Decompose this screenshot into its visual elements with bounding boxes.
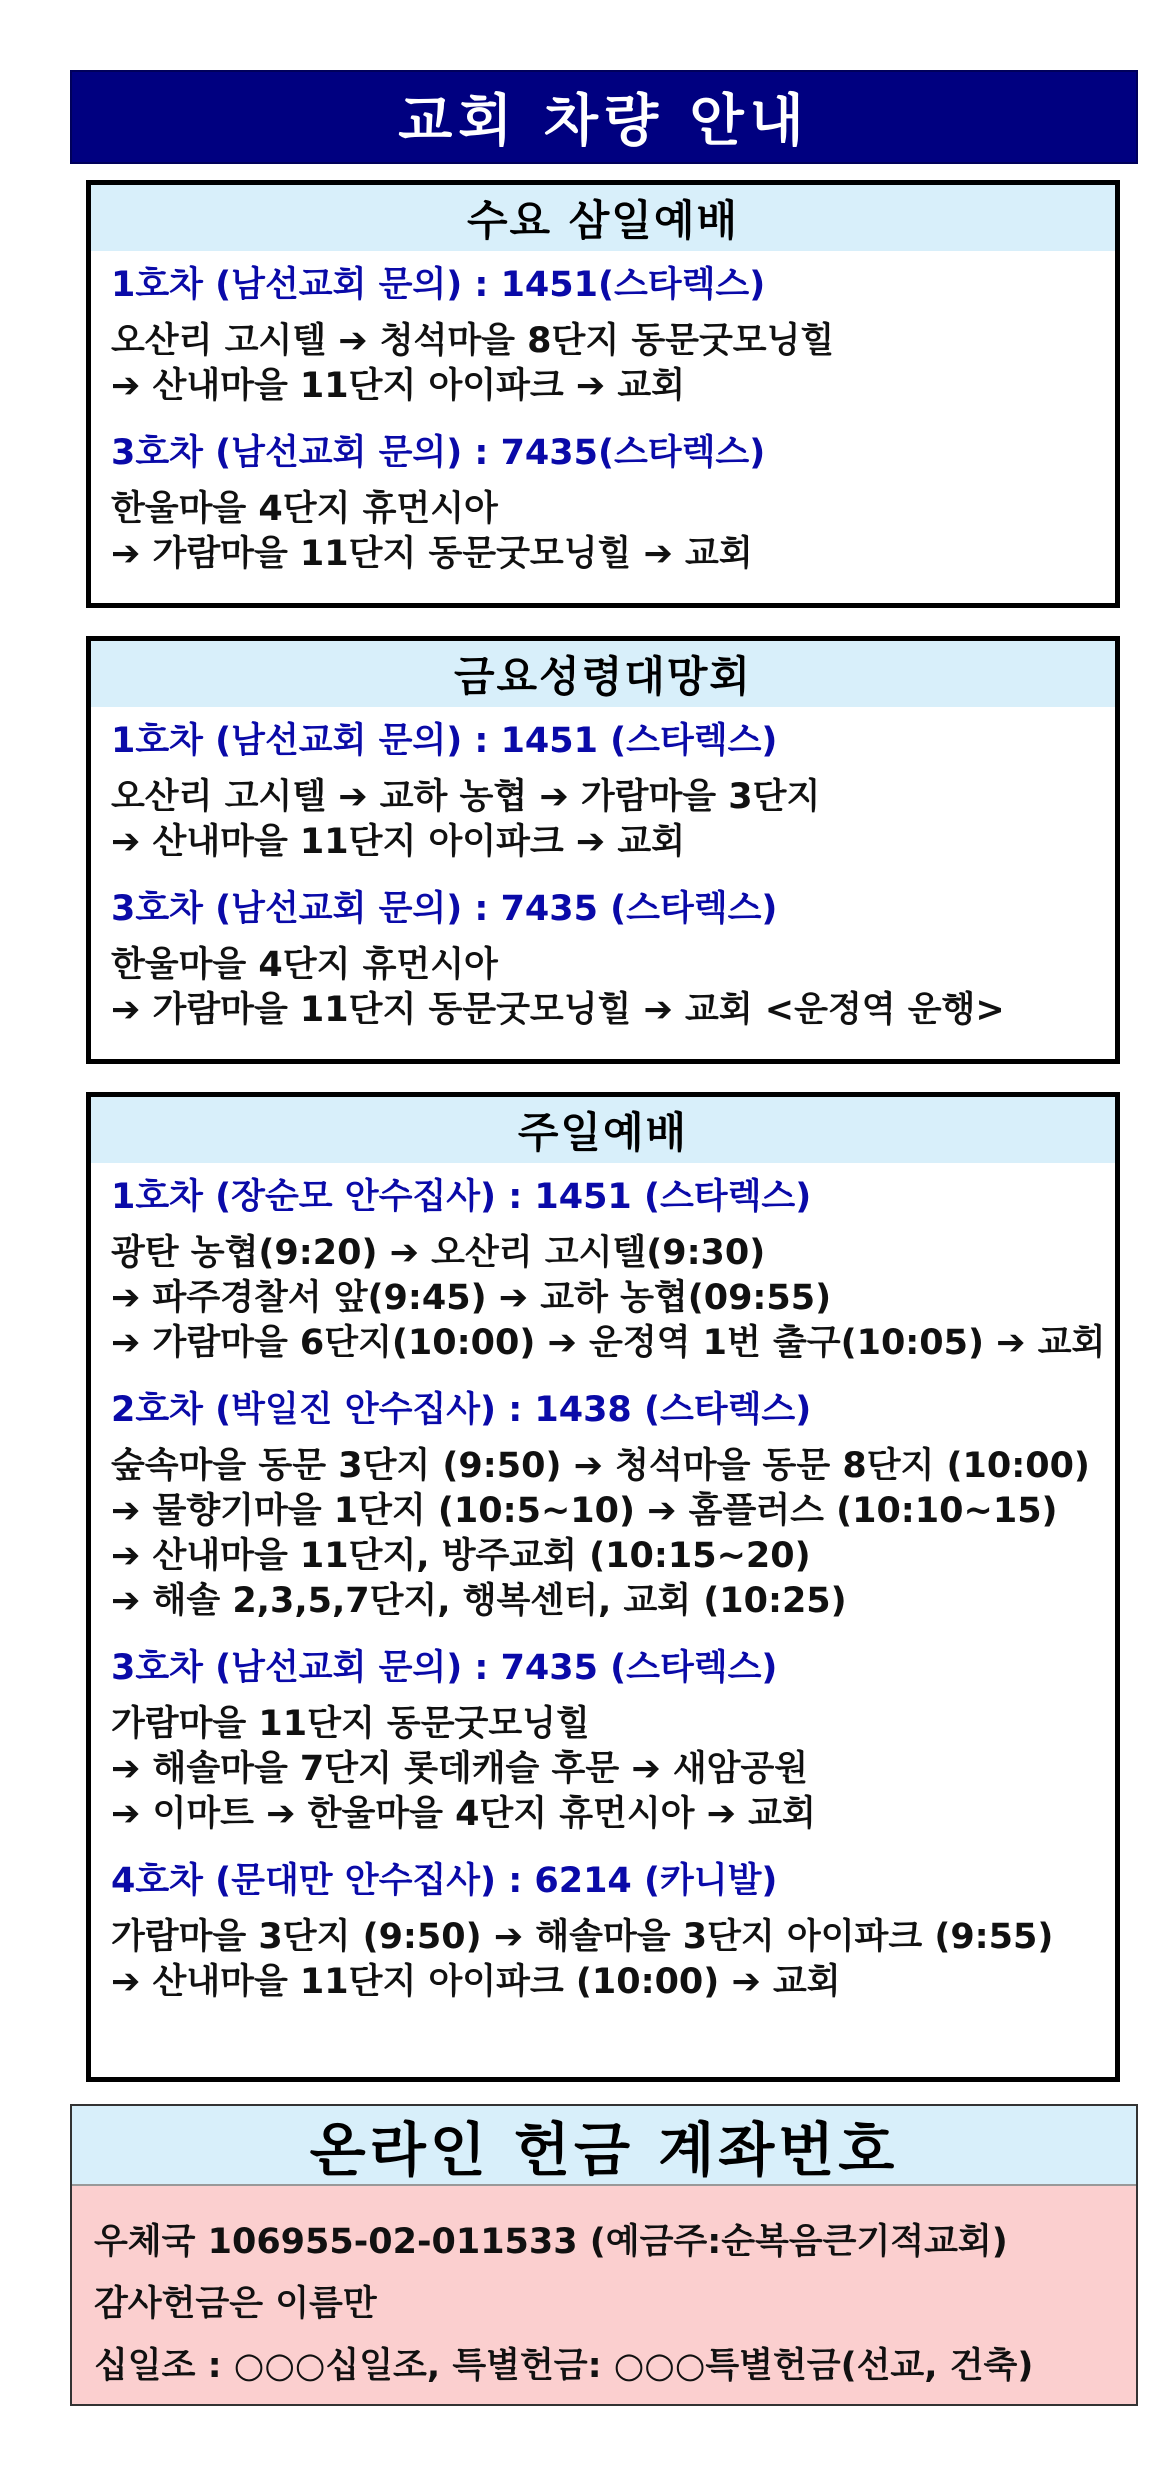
route-stop-line: 한울마을 4단지 휴먼시아 [111,489,498,529]
bank-account-line: 우체국 106955-02-011533 (예금주:순복음큰기적교회) [94,2222,1008,2262]
route-stop-line: ➔ 해솔마을 7단지 롯데캐슬 후문 ➔ 새암공원 [111,1749,809,1789]
route-stop-line: 한울마을 4단지 휴먼시아 [111,945,498,985]
vehicle-title: 3호차 (남선교회 문의) : 7435 (스타렉스) [111,889,778,929]
vehicle-title: 1호차 (장순모 안수집사) : 1451 (스타렉스) [111,1177,812,1217]
route-stop-line: ➔ 해솔 2,3,5,7단지, 행복센터, 교회 (10:25) [111,1581,847,1621]
page-title: 교회 차량 안내 [398,89,810,154]
route-stop-line: ➔ 가람마을 11단지 동문굿모닝힐 ➔ 교회 [111,534,753,574]
vehicle-title: 1호차 (남선교회 문의) : 1451 (스타렉스) [111,721,778,761]
route-line [111,487,1095,577]
vehicle-entry [111,259,1095,409]
route-stop-line: ➔ 가람마을 6단지(10:00) ➔ 운정역 1번 출구(10:05) ➔ 교회 [111,1323,1106,1363]
route-line [111,775,1095,865]
route-stop-line: 오산리 고시텔 ➔ 청석마을 8단지 동문굿모닝힐 [111,321,835,361]
route-line [111,943,1095,1033]
section-title: 금요성령대망회 [91,641,1115,707]
section-wednesday-service [86,180,1120,608]
vehicle-entry [111,883,1095,1033]
route-stop-line: 숲속마을 동문 3단지 (9:50) ➔ 청석마을 동문 8단지 (10:00) [111,1446,1090,1486]
route-stop-line: 가람마을 11단지 동문굿모닝힐 [111,1704,590,1744]
route-stop-line: 오산리 고시텔 ➔ 교하 농협 ➔ 가람마을 3단지 [111,777,821,817]
thanks-offering-line: 감사헌금은 이름만 [94,2284,377,2324]
route-line [111,1231,1106,1366]
vehicle-entry [111,715,1095,865]
vehicle-entry [111,1171,1106,1366]
section-sunday-service [86,1092,1120,2082]
online-offering-account-box [70,2104,1138,2406]
vehicle-title: 2호차 (박일진 안수집사) : 1438 (스타렉스) [111,1390,812,1430]
route-line [111,1702,1095,1837]
route-stop-line: ➔ 산내마을 11단지 아이파크 ➔ 교회 [111,822,686,862]
vehicle-title: 4호차 (문대만 안수집사) : 6214 (카니발) [111,1861,778,1901]
section-title: 수요 삼일예배 [91,185,1115,251]
account-title: 온라인 헌금 계좌번호 [72,2106,1136,2186]
route-stop-line: ➔ 가람마을 11단지 동문굿모닝힐 ➔ 교회 <운정역 운행> [111,990,1005,1030]
route-stop-line: ➔ 이마트 ➔ 한울마을 4단지 휴먼시아 ➔ 교회 [111,1794,816,1834]
vehicle-entry [111,427,1095,577]
route-line [111,1915,1095,2005]
vehicle-title: 3호차 (남선교회 문의) : 7435 (스타렉스) [111,1648,778,1688]
route-stop-line: ➔ 물향기마을 1단지 (10:5~10) ➔ 홈플러스 (10:10~15) [111,1491,1058,1531]
vehicle-title: 3호차 (남선교회 문의) : 7435(스타렉스) [111,433,766,473]
route-stop-line: ➔ 파주경찰서 앞(9:45) ➔ 교하 농협(09:55) [111,1278,832,1318]
vehicle-entry [111,1384,1095,1624]
route-stop-line: 광탄 농협(9:20) ➔ 오산리 고시텔(9:30) [111,1233,766,1273]
route-stop-line: 가람마을 3단지 (9:50) ➔ 해솔마을 3단지 아이파크 (9:55) [111,1917,1054,1957]
vehicle-entry [111,1855,1095,2005]
section-title: 주일예배 [91,1097,1115,1163]
vehicle-entry [111,1642,1095,1837]
tithe-line: 십일조 : ○○○십일조, 특별헌금: ○○○특별헌금(선교, 건축) [94,2346,1034,2386]
route-line [111,319,1095,409]
section-friday-service [86,636,1120,1064]
page-title-banner [70,70,1138,164]
route-stop-line: ➔ 산내마을 11단지 아이파크 ➔ 교회 [111,366,686,406]
route-stop-line: ➔ 산내마을 11단지, 방주교회 (10:15~20) [111,1536,811,1576]
route-stop-line: ➔ 산내마을 11단지 아이파크 (10:00) ➔ 교회 [111,1962,841,2002]
vehicle-title: 1호차 (남선교회 문의) : 1451(스타렉스) [111,265,766,305]
route-line [111,1444,1095,1624]
